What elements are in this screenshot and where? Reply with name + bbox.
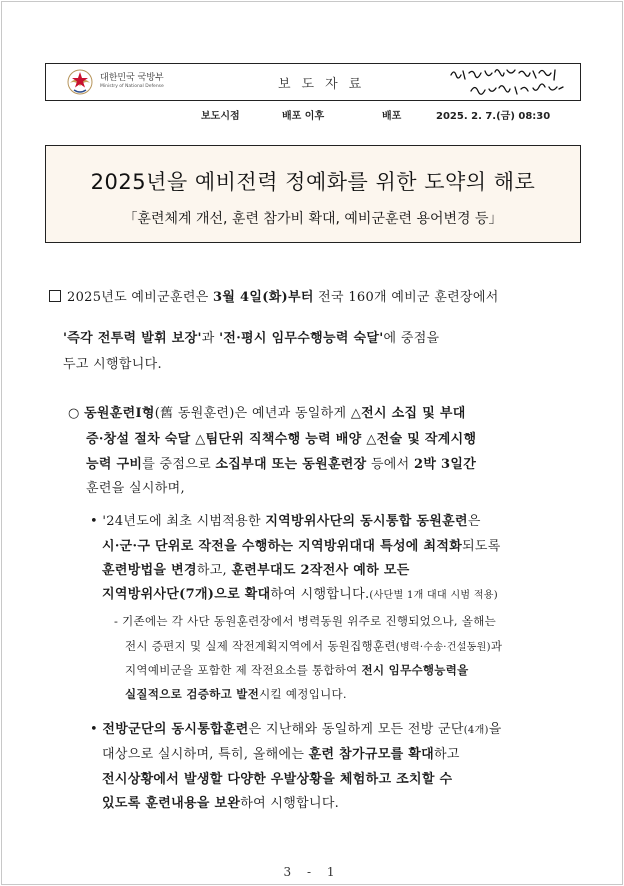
subsection-line: 증·창설 절차 숙달 △팀단위 직책수행 능력 배양 △전술 및 작계시행 [86, 432, 477, 447]
release-date: 2025. 2. 7.(금) 08:30 [436, 111, 551, 122]
paragraph-line: 2025년도 예비군훈련은 3월 4일(화)부터 전국 160개 예비군 훈련장에서 [67, 290, 499, 305]
page-number: 3 - 1 [283, 865, 341, 879]
section-checkbox-icon [49, 290, 61, 302]
bullet-line: 시·군·구 단위로 작전을 수행하는 지역방위대대 특성에 최적화되도록 [102, 539, 501, 554]
bullet-line: 대상으로 실시하며, 특히, 올해에는 훈련 참가규모를 확대하고 [102, 747, 460, 762]
bullet-line: 훈련방법을 변경하고, 훈련부대도 2작전사 예하 모든 [102, 563, 410, 578]
headline: 2025년을 예비전력 정예화를 위한 도약의 해로 [90, 170, 536, 194]
distribution-label: 배포 [382, 111, 402, 122]
handwritten-slogan-signature [441, 65, 576, 99]
paragraph-line: 두고 시행합니다. [63, 357, 162, 372]
bullet-line: 전시상황에서 발생할 다양한 우발상황을 체험하고 조치할 수 [102, 772, 453, 787]
headline-box [45, 145, 581, 243]
detail-line: 지역예비군을 포함한 제 작전요소를 통합하여 전시 임무수행능력을 [125, 663, 469, 677]
subsection-line: 훈련을 실시하며, [86, 481, 185, 496]
release-timing: 배포 이후 [282, 111, 325, 122]
bullet-line: 지역방위사단(7개)으로 확대하여 시행합니다.(사단별 1개 대대 시범 적용) [102, 587, 498, 602]
subsection-line: 능력 구비를 중점으로 소집부대 또는 동원훈련장 등에서 2박 3일간 [86, 457, 477, 472]
ministry-name-en: Ministry of National Defense [100, 84, 164, 90]
subheadline: 「훈련체계 개선, 훈련 참가비 확대, 예비군훈련 용어변경 등」 [123, 211, 503, 227]
press-header [45, 63, 581, 101]
ministry-emblem-icon [66, 68, 94, 96]
detail-line: 전시 증편지 및 실제 작전계획지역에서 동원집행훈련(병력·수송·건설동원)과 [125, 639, 503, 653]
bullet-line: • '24년도에 최초 시범적용한 지역방위사단의 동시통합 동원훈련은 [90, 514, 481, 529]
detail-line: - 기존에는 각 사단 동원훈련장에서 병력동원 위주로 진행되었으나, 올해는 [114, 614, 497, 628]
detail-line: 실질적으로 검증하고 발전시킬 예정입니다. [125, 687, 347, 701]
press-release-label: 보도자료 [278, 77, 373, 92]
paragraph-line: '즉각 전투력 발휘 보장'과 '전·평시 임무수행능력 숙달'에 중점을 [63, 331, 440, 346]
release-time-label: 보도시점 [201, 111, 240, 122]
ministry-logo [46, 68, 216, 96]
bullet-line: 있도록 훈련내용을 보완하여 시행합니다. [102, 796, 340, 811]
bullet-line: • 전방군단의 동시통합훈련은 지난해와 동일하게 모든 전방 군단(4개)을 [90, 722, 502, 737]
ministry-name-ko: 대한민국 국방부 [100, 73, 164, 84]
subsection-line: ○ 동원훈련Ⅰ형(舊 동원훈련)은 예년과 동일하게 △전시 소집 및 부대 [68, 406, 466, 421]
